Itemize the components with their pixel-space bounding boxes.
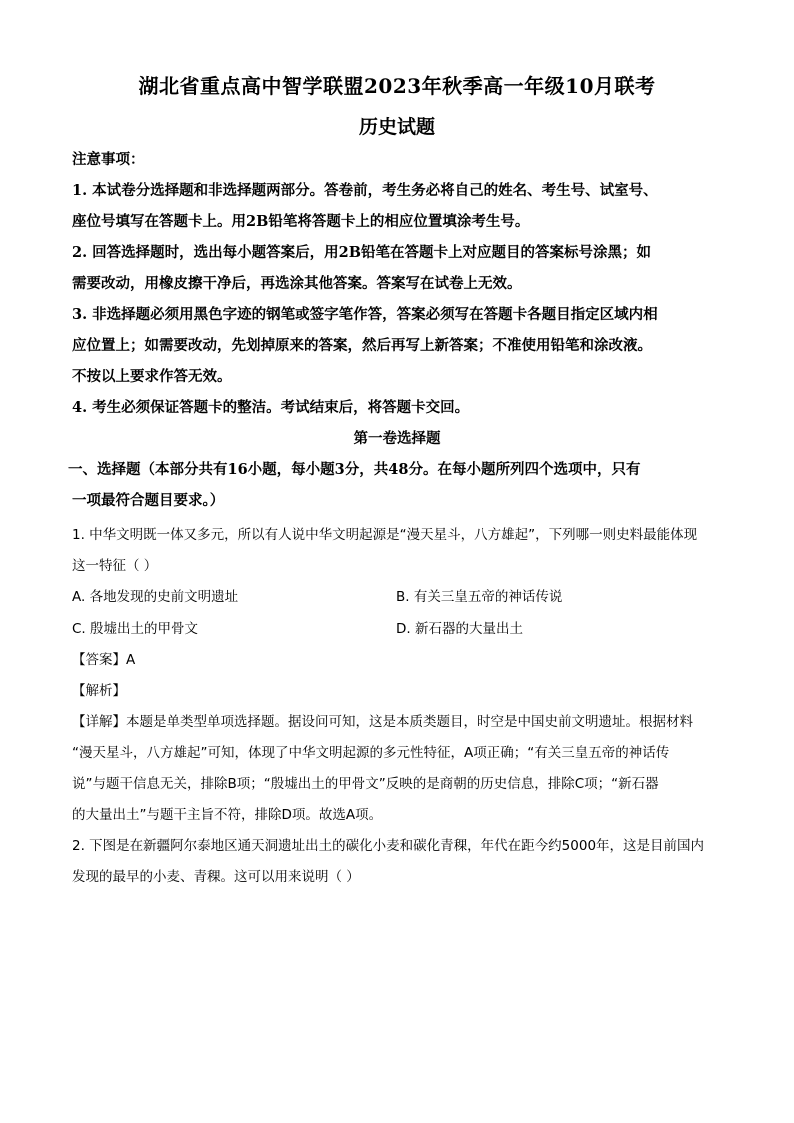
section-intro: 一、选择题（本部分共有16小题，每小题3分，共48分。在每小题所列四个选项中，只有 [68, 461, 641, 478]
question-1-stem: 1. 中华文明既一体又多元，所以有人说中华文明起源是“漫天星斗，八方雄起”，下列哪一则史料最能体现 [72, 527, 698, 543]
notes-line: 2. 回答选择题时，选出每小题答案后，用2B铅笔在答题卡上对应题目的答案标号涂黑；如 [72, 244, 652, 261]
question-2-stem: 2. 下图是在新疆阿尔泰地区通天洞遗址出土的碳化小麦和碳化青稞，年代在距今约5000年，这是目前国内 [72, 838, 705, 854]
analysis-label: 【解析】 [72, 683, 126, 699]
detail-line: 的大量出土”与题干主旨不符，排除D项。故选A项。 [72, 807, 383, 823]
question-1-stem: 这一特征（ ） [72, 558, 158, 574]
section-intro: 一项最符合题目要求。） [72, 492, 225, 509]
option-d: D. 新石器的大量出土 [396, 621, 523, 637]
notes-line: 应位置上；如需要改动，先划掉原来的答案，然后再写上新答案；不准使用铅笔和涂改液。 [72, 337, 652, 354]
notes-heading: 注意事项： [72, 151, 145, 168]
notes-line: 不按以上要求作答无效。 [72, 368, 232, 385]
question-2-stem: 发现的最早的小麦、青稞。这可以用来说明（ ） [72, 869, 360, 885]
section-title: 第一卷选择题 [353, 430, 441, 447]
option-b: B. 有关三皇五帝的神话传说 [396, 589, 563, 605]
detail-line: 【详解】本题是单类型单项选择题。据设问可知，这是本质类题目，时空是中国史前文明遗址。根据材料 [72, 714, 693, 730]
notes-line: 1. 本试卷分选择题和非选择题两部分。答卷前，考生务必将自己的姓名、考生号、试室号、 [72, 182, 658, 199]
exam-subject: 历史试题 [358, 116, 435, 138]
exam-title: 湖北省重点高中智学联盟2023年秋季高一年级10月联考 [138, 74, 656, 98]
notes-line: 座位号填写在答题卡上。用2B铅笔将答题卡上的相应位置填涂考生号。 [72, 213, 530, 230]
detail-line: 说”与题干信息无关，排除B项；“殷墟出土的甲骨文”反映的是商朝的历史信息，排除C项；“新石器 [72, 776, 659, 792]
notes-line: 3. 非选择题必须用黑色字迹的钢笔或签字笔作答，答案必须写在答题卡各题目指定区域内相 [72, 306, 658, 323]
notes-line: 4. 考生必须保证答题卡的整洁。考试结束后，将答题卡交回。 [72, 399, 470, 416]
answer-label: 【答案】A [72, 652, 136, 668]
option-c: C. 殷墟出土的甲骨文 [72, 621, 199, 637]
notes-line: 需要改动，用橡皮擦干净后，再选涂其他答案。答案写在试卷上无效。 [72, 275, 522, 292]
option-a: A. 各地发现的史前文明遗址 [72, 589, 239, 605]
detail-line: “漫天星斗，八方雄起”可知，体现了中华文明起源的多元性特征，A项正确；“有关三皇五帝的神话传 [72, 745, 670, 761]
